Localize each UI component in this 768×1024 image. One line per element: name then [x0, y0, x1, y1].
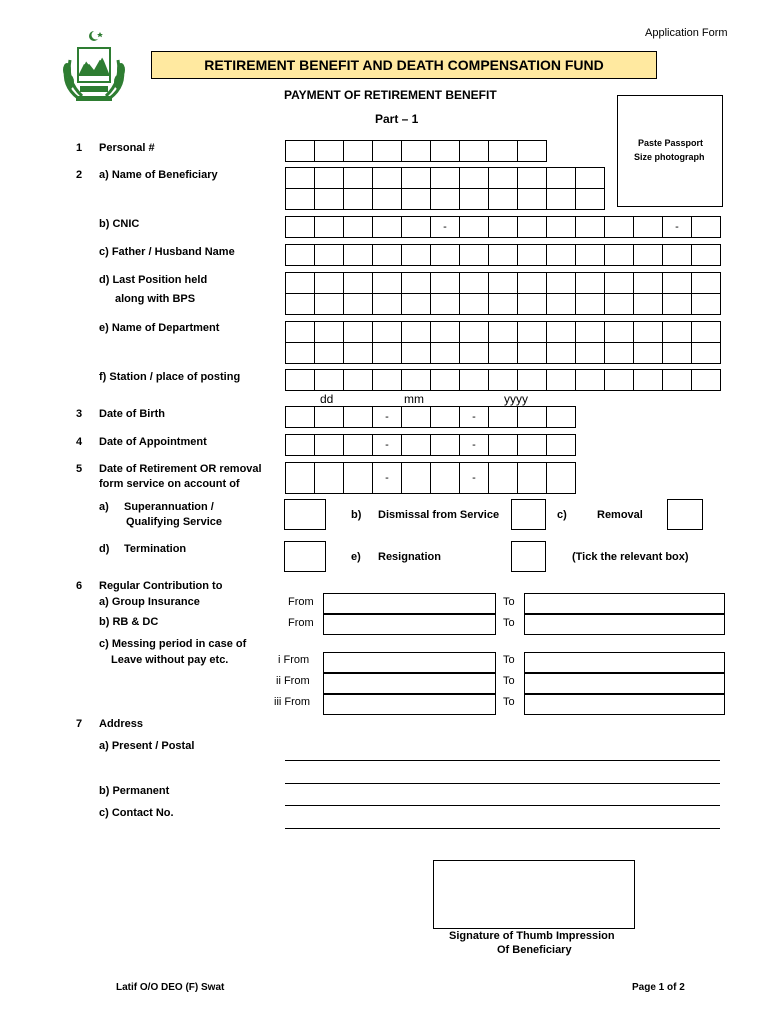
reason-e-letter: e): [351, 551, 361, 563]
grid-cell[interactable]: [402, 463, 431, 494]
mess-iii-to-label: To: [503, 696, 515, 708]
grid-cell[interactable]: [692, 273, 721, 294]
grid-row: [286, 343, 721, 364]
grid-cell[interactable]: [489, 168, 518, 189]
grid-cell[interactable]: [460, 294, 489, 315]
gi-from-field[interactable]: [323, 593, 496, 614]
part-label: Part – 1: [375, 112, 419, 126]
personal-number-grid[interactable]: [285, 140, 547, 162]
date-dd-label: dd: [320, 392, 334, 406]
grid-cell[interactable]: [605, 322, 634, 343]
grid-cell[interactable]: [344, 189, 373, 210]
grid-cell[interactable]: [634, 273, 663, 294]
grid-cell[interactable]: [431, 168, 460, 189]
address-label: Address: [99, 718, 144, 730]
grid-cell[interactable]: [431, 189, 460, 210]
station-grid[interactable]: [285, 369, 721, 391]
grid-cell[interactable]: [402, 370, 431, 391]
item-number-5: 5: [76, 463, 83, 475]
removal-checkbox[interactable]: [667, 499, 703, 530]
item-number-3: 3: [76, 408, 83, 420]
rb-to-field[interactable]: [524, 614, 725, 635]
superannuation-checkbox[interactable]: [284, 499, 326, 530]
date-of-birth-grid[interactable]: [285, 406, 576, 428]
grid-cell[interactable]: [460, 273, 489, 294]
grid-cell[interactable]: [663, 343, 692, 364]
grid-cell[interactable]: [460, 217, 489, 238]
photo-label-line2: Size photograph: [634, 152, 705, 162]
beneficiary-name-label: a) Name of Beneficiary: [99, 169, 218, 181]
grid-cell[interactable]: [634, 322, 663, 343]
grid-cell[interactable]: [518, 141, 547, 162]
grid-cell[interactable]: [547, 189, 576, 210]
grid-cell[interactable]: [344, 141, 373, 162]
grid-cell[interactable]: [431, 245, 460, 266]
grid-cell[interactable]: [605, 217, 634, 238]
superannuation-label: Superannuation /: [124, 501, 214, 513]
grid-cell[interactable]: [344, 343, 373, 364]
grid-cell[interactable]: [489, 273, 518, 294]
grid-cell[interactable]: [547, 168, 576, 189]
grid-row: [286, 463, 576, 494]
item-number-4: 4: [76, 436, 83, 448]
mess-ii-to-label: To: [503, 675, 515, 687]
signature-label-2: Of Beneficiary: [497, 944, 572, 956]
grid-cell[interactable]: [489, 322, 518, 343]
date-mm-label: mm: [404, 392, 424, 406]
grid-cell[interactable]: [344, 168, 373, 189]
grid-cell[interactable]: [315, 273, 344, 294]
mess-i-from-label: i From: [278, 654, 310, 666]
last-position-grid[interactable]: [285, 272, 721, 315]
date-of-appointment-grid[interactable]: [285, 434, 576, 456]
permanent-address-label: b) Permanent: [99, 785, 170, 797]
grid-cell[interactable]: [518, 189, 547, 210]
grid-cell[interactable]: [489, 463, 518, 494]
grid-cell[interactable]: [634, 294, 663, 315]
grid-cell[interactable]: [373, 294, 402, 315]
passport-photo-box[interactable]: [617, 95, 723, 207]
emblem-logo: [56, 26, 132, 108]
grid-cell[interactable]: [576, 189, 605, 210]
mess-ii-from-field[interactable]: [323, 673, 496, 694]
grid-row: [286, 322, 721, 343]
beneficiary-name-grid[interactable]: [285, 167, 605, 210]
grid-cell[interactable]: [489, 141, 518, 162]
personal-number-label: Personal #: [99, 142, 155, 154]
grid-row: [286, 189, 605, 210]
grid-row: [286, 273, 721, 294]
grid-cell[interactable]: [663, 273, 692, 294]
dismissal-checkbox[interactable]: [511, 499, 546, 530]
grid-cell[interactable]: [402, 407, 431, 428]
grid-cell[interactable]: [547, 294, 576, 315]
grid-cell[interactable]: [315, 370, 344, 391]
grid-cell[interactable]: [344, 294, 373, 315]
grid-cell[interactable]: [489, 407, 518, 428]
grid-cell[interactable]: [605, 343, 634, 364]
grid-cell[interactable]: [547, 273, 576, 294]
grid-row: [286, 294, 721, 315]
grid-cell[interactable]: [576, 273, 605, 294]
grid-cell[interactable]: [489, 189, 518, 210]
dismissal-label: Dismissal from Service: [378, 509, 500, 521]
grid-cell[interactable]: [692, 217, 721, 238]
grid-cell[interactable]: [373, 217, 402, 238]
mess-iii-to-field[interactable]: [524, 694, 725, 715]
grid-cell[interactable]: [286, 343, 315, 364]
dash-separator[interactable]: -: [373, 435, 402, 456]
grid-cell[interactable]: [518, 245, 547, 266]
dash-separator[interactable]: -: [373, 407, 402, 428]
rb-to-label: To: [503, 617, 515, 629]
item-number-7: 7: [76, 718, 83, 730]
grid-row: [286, 245, 721, 266]
dash-separator[interactable]: -: [460, 435, 489, 456]
photo-label-line1: Paste Passport: [638, 138, 704, 148]
grid-cell[interactable]: [373, 189, 402, 210]
grid-cell[interactable]: [518, 343, 547, 364]
grid-cell[interactable]: [431, 370, 460, 391]
grid-cell[interactable]: [576, 370, 605, 391]
dash-separator[interactable]: -: [663, 217, 692, 238]
grid-cell[interactable]: [692, 322, 721, 343]
grid-cell[interactable]: [286, 435, 315, 456]
item-number-2: 2: [76, 169, 83, 181]
grid-cell[interactable]: [460, 168, 489, 189]
footer-page: Page 1 of 2: [632, 982, 685, 993]
grid-cell[interactable]: [344, 463, 373, 494]
grid-cell[interactable]: [402, 141, 431, 162]
bps-label: along with BPS: [115, 293, 196, 305]
grid-cell[interactable]: [634, 370, 663, 391]
present-address-line-2[interactable]: [285, 783, 720, 784]
grid-cell[interactable]: [692, 294, 721, 315]
date-of-retirement-grid[interactable]: [285, 462, 576, 494]
grid-cell[interactable]: [402, 322, 431, 343]
cnic-grid[interactable]: [285, 216, 721, 238]
messing-period-label: c) Messing period in case of: [99, 638, 247, 650]
mess-ii-to-field[interactable]: [524, 673, 725, 694]
rb-from-field[interactable]: [323, 614, 496, 635]
grid-cell[interactable]: [663, 370, 692, 391]
grid-cell[interactable]: [489, 294, 518, 315]
grid-cell[interactable]: [547, 343, 576, 364]
grid-cell[interactable]: [344, 245, 373, 266]
item-number-1: 1: [76, 142, 83, 154]
grid-cell[interactable]: [286, 463, 315, 494]
last-position-label: d) Last Position held: [99, 274, 208, 286]
date-of-appointment-label: Date of Appointment: [99, 436, 207, 448]
grid-cell[interactable]: [286, 294, 315, 315]
grid-cell[interactable]: [518, 370, 547, 391]
grid-row: [286, 168, 605, 189]
resignation-checkbox[interactable]: [511, 541, 546, 572]
footer-author: Latif O/O DEO (F) Swat: [116, 982, 225, 993]
grid-cell[interactable]: [547, 463, 576, 494]
leave-without-pay-label: Leave without pay etc.: [111, 654, 229, 666]
date-of-birth-label: Date of Birth: [99, 408, 165, 420]
reason-a-letter: a): [99, 501, 109, 513]
grid-cell[interactable]: [402, 273, 431, 294]
grid-cell[interactable]: [634, 343, 663, 364]
grid-row: [286, 370, 721, 391]
grid-cell[interactable]: [315, 245, 344, 266]
present-address-label: a) Present / Postal: [99, 740, 195, 752]
grid-cell[interactable]: [315, 141, 344, 162]
grid-cell[interactable]: [431, 141, 460, 162]
gi-to-field[interactable]: [524, 593, 725, 614]
grid-cell[interactable]: [576, 168, 605, 189]
grid-cell[interactable]: [344, 217, 373, 238]
grid-cell[interactable]: [605, 294, 634, 315]
grid-cell[interactable]: [576, 294, 605, 315]
grid-cell[interactable]: [489, 370, 518, 391]
grid-cell[interactable]: [518, 168, 547, 189]
form-subtitle: PAYMENT OF RETIREMENT BENEFIT: [284, 88, 497, 102]
dash-separator[interactable]: -: [431, 217, 460, 238]
grid-cell[interactable]: [518, 273, 547, 294]
grid-cell[interactable]: [373, 343, 402, 364]
cnic-label: b) CNIC: [99, 218, 140, 230]
grid-cell[interactable]: [315, 322, 344, 343]
qualifying-service-label: Qualifying Service: [126, 516, 222, 528]
grid-cell[interactable]: [373, 273, 402, 294]
grid-cell[interactable]: [489, 435, 518, 456]
mess-i-from-field[interactable]: [323, 652, 496, 673]
grid-cell[interactable]: [547, 407, 576, 428]
grid-cell[interactable]: [634, 217, 663, 238]
regular-contribution-label: Regular Contribution to: [99, 580, 223, 592]
grid-cell[interactable]: [286, 217, 315, 238]
grid-cell[interactable]: [373, 370, 402, 391]
grid-cell[interactable]: [518, 217, 547, 238]
grid-cell[interactable]: [518, 407, 547, 428]
grid-cell[interactable]: [576, 245, 605, 266]
group-insurance-label: a) Group Insurance: [99, 596, 200, 608]
gi-to-label: To: [503, 596, 515, 608]
grid-cell[interactable]: [460, 322, 489, 343]
grid-cell[interactable]: [576, 217, 605, 238]
grid-cell[interactable]: [402, 189, 431, 210]
grid-cell[interactable]: [402, 435, 431, 456]
item-number-6: 6: [76, 580, 83, 592]
grid-cell[interactable]: [460, 141, 489, 162]
resignation-label: Resignation: [378, 551, 441, 563]
grid-cell[interactable]: [547, 435, 576, 456]
removal-account-label: form service on account of: [99, 478, 240, 490]
grid-cell[interactable]: [489, 217, 518, 238]
grid-cell[interactable]: [315, 168, 344, 189]
grid-cell[interactable]: [460, 245, 489, 266]
grid-cell[interactable]: [286, 245, 315, 266]
grid-cell[interactable]: [460, 343, 489, 364]
grid-cell[interactable]: [402, 294, 431, 315]
grid-cell[interactable]: [344, 322, 373, 343]
grid-cell[interactable]: [315, 435, 344, 456]
grid-cell[interactable]: [286, 168, 315, 189]
grid-cell[interactable]: [663, 322, 692, 343]
date-of-retirement-label: Date of Retirement OR removal: [99, 463, 262, 475]
grid-cell[interactable]: [431, 435, 460, 456]
grid-cell[interactable]: [344, 273, 373, 294]
dash-separator[interactable]: -: [460, 463, 489, 494]
contact-number-label: c) Contact No.: [99, 807, 174, 819]
grid-cell[interactable]: [576, 322, 605, 343]
grid-cell[interactable]: [518, 463, 547, 494]
grid-cell[interactable]: [286, 273, 315, 294]
grid-cell[interactable]: [402, 168, 431, 189]
present-address-line-1[interactable]: [285, 760, 720, 761]
grid-cell[interactable]: [547, 370, 576, 391]
grid-cell[interactable]: [431, 294, 460, 315]
thumb-impression-box[interactable]: [433, 860, 635, 929]
rb-from-label: From: [288, 617, 314, 629]
grid-cell[interactable]: [344, 370, 373, 391]
grid-cell[interactable]: [373, 168, 402, 189]
grid-cell[interactable]: [692, 343, 721, 364]
grid-cell[interactable]: [605, 273, 634, 294]
grid-cell[interactable]: [547, 217, 576, 238]
grid-cell[interactable]: [344, 435, 373, 456]
termination-label: Termination: [124, 543, 187, 555]
grid-cell[interactable]: [634, 245, 663, 266]
grid-cell[interactable]: [547, 322, 576, 343]
grid-cell[interactable]: [692, 370, 721, 391]
grid-cell[interactable]: [489, 343, 518, 364]
grid-cell[interactable]: [286, 370, 315, 391]
grid-cell[interactable]: [431, 322, 460, 343]
grid-cell[interactable]: [431, 463, 460, 494]
tick-instruction: (Tick the relevant box): [572, 551, 689, 563]
removal-label: Removal: [597, 509, 643, 521]
grid-cell[interactable]: [663, 294, 692, 315]
grid-cell[interactable]: [402, 343, 431, 364]
grid-cell[interactable]: [431, 343, 460, 364]
signature-label-1: Signature of Thumb Impression: [449, 930, 615, 942]
grid-cell[interactable]: [286, 407, 315, 428]
reason-d-letter: d): [99, 543, 110, 555]
grid-cell[interactable]: [402, 217, 431, 238]
termination-checkbox[interactable]: [284, 541, 326, 572]
mess-iii-from-field[interactable]: [323, 694, 496, 715]
department-grid[interactable]: [285, 321, 721, 364]
grid-row: [286, 435, 576, 456]
grid-row: [286, 217, 721, 238]
mess-i-to-field[interactable]: [524, 652, 725, 673]
contact-number-line[interactable]: [285, 828, 720, 829]
grid-cell[interactable]: [518, 322, 547, 343]
grid-cell[interactable]: [692, 245, 721, 266]
grid-cell[interactable]: [402, 245, 431, 266]
mess-ii-from-label: ii From: [276, 675, 310, 687]
grid-row: [286, 407, 576, 428]
grid-cell[interactable]: [286, 141, 315, 162]
mess-iii-from-label: iii From: [274, 696, 311, 708]
grid-cell[interactable]: [489, 245, 518, 266]
father-husband-label: c) Father / Husband Name: [99, 246, 235, 258]
station-label: f) Station / place of posting: [99, 371, 241, 383]
dash-separator[interactable]: -: [460, 407, 489, 428]
department-label: e) Name of Department: [99, 322, 220, 334]
mess-i-to-label: To: [503, 654, 515, 666]
grid-cell[interactable]: [315, 407, 344, 428]
grid-cell[interactable]: [605, 370, 634, 391]
grid-cell[interactable]: [315, 294, 344, 315]
application-form-label: Application Form: [645, 27, 728, 39]
grid-cell[interactable]: [605, 245, 634, 266]
grid-cell[interactable]: [315, 343, 344, 364]
grid-cell[interactable]: [373, 141, 402, 162]
grid-cell[interactable]: [373, 322, 402, 343]
grid-cell[interactable]: [518, 435, 547, 456]
grid-cell[interactable]: [315, 463, 344, 494]
date-yyyy-label: yyyy: [504, 392, 528, 406]
grid-cell[interactable]: [344, 407, 373, 428]
grid-cell[interactable]: [286, 189, 315, 210]
dash-separator[interactable]: -: [373, 463, 402, 494]
grid-cell[interactable]: [431, 407, 460, 428]
grid-cell[interactable]: [373, 245, 402, 266]
grid-cell[interactable]: [547, 245, 576, 266]
grid-cell[interactable]: [460, 370, 489, 391]
gi-from-label: From: [288, 596, 314, 608]
grid-cell[interactable]: [315, 189, 344, 210]
reason-c-letter: c): [557, 509, 567, 521]
grid-cell[interactable]: [315, 217, 344, 238]
grid-cell[interactable]: [518, 294, 547, 315]
grid-cell[interactable]: [576, 343, 605, 364]
father-husband-grid[interactable]: [285, 244, 721, 266]
grid-cell[interactable]: [460, 189, 489, 210]
grid-cell[interactable]: [431, 273, 460, 294]
form-title: RETIREMENT BENEFIT AND DEATH COMPENSATION FUND: [151, 51, 657, 79]
grid-cell[interactable]: [663, 245, 692, 266]
permanent-address-line[interactable]: [285, 805, 720, 806]
grid-cell[interactable]: [286, 322, 315, 343]
grid-row: [286, 141, 547, 162]
reason-b-letter: b): [351, 509, 362, 521]
rb-dc-label: b) RB & DC: [99, 616, 159, 628]
